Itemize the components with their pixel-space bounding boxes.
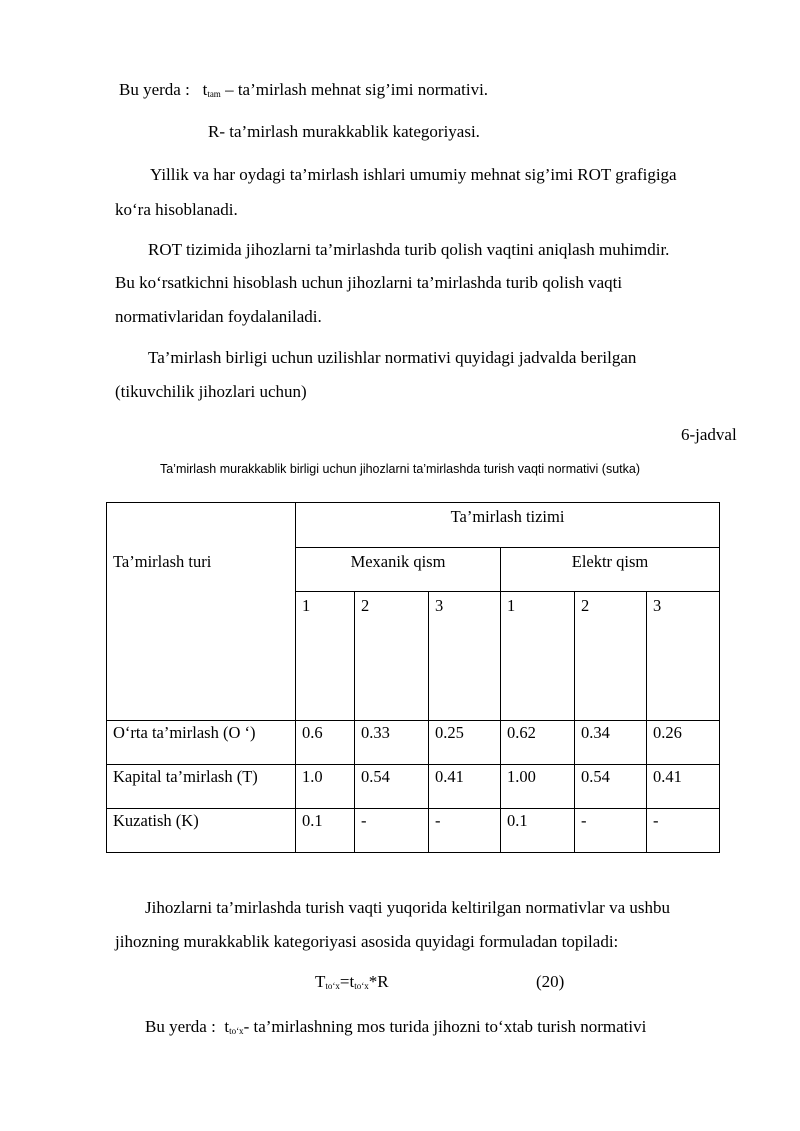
table-row [107, 765, 720, 809]
formula-equals: =t [339, 972, 355, 991]
paragraph-2-line-1: ROT tizimida jihozlarni ta’mirlashda turib qolish vaqtini aniqlash muhimdir. [148, 240, 670, 259]
var-t: t [224, 1017, 230, 1036]
table-cell: - [647, 809, 720, 853]
table-cell: - [355, 809, 429, 853]
table-cell: - [429, 809, 501, 853]
paragraph-4-line-1: Jihozlarni ta’mirlashda turish vaqti yuqorida keltirilgan normativlar va ushbu [145, 898, 670, 917]
table-cell: 1.00 [501, 765, 575, 809]
table-cell: 0.62 [501, 721, 575, 765]
header-mechanical: Mexanik qism [296, 548, 501, 592]
col-header: 1 [296, 592, 355, 721]
table-cell: 0.6 [296, 721, 355, 765]
col-header: 3 [647, 592, 720, 721]
col-header: 1 [501, 592, 575, 721]
header-repair-system: Ta’mirlash tizimi [296, 503, 720, 548]
table-cell: 1.0 [296, 765, 355, 809]
col-header: 2 [575, 592, 647, 721]
table-caption: Ta’mirlash murakkablik birligi uchun jihozlarni ta’mirlashda turish vaqti normativi (sutka) [159, 462, 641, 476]
row-label: O‘rta ta’mirlash (O ‘) [107, 721, 296, 765]
row-label: Kapital ta’mirlash (T) [107, 765, 296, 809]
formula-rest: *R [368, 972, 389, 991]
definition-text: – ta’mirlash mehnat sig’imi normativi. [225, 80, 489, 99]
table-cell: 0.41 [429, 765, 501, 809]
table-cell: 0.54 [355, 765, 429, 809]
table-row [107, 721, 720, 765]
label-bu-yerda: Bu yerda : [145, 1017, 216, 1036]
paragraph-1-line-2: ko‘ra hisoblanadi. [115, 200, 238, 219]
formula-subscript: to‘x [354, 981, 369, 991]
header-repair-type: Ta’mirlash turi [107, 503, 296, 721]
var-t-subscript: to‘x [229, 1026, 244, 1036]
row-label: Kuzatish (K) [107, 809, 296, 853]
label-bu-yerda: Bu yerda : [119, 80, 190, 99]
table-cell: - [575, 809, 647, 853]
paragraph-4-line-2: jihozning murakkablik kategoriyasi asosida quyidagi formuladan topiladi: [115, 932, 619, 951]
table-cell: 0.1 [501, 809, 575, 853]
definition-line-1 [119, 80, 488, 104]
definition-last [145, 1017, 646, 1041]
table-cell: 0.34 [575, 721, 647, 765]
table-cell: 0.1 [296, 809, 355, 853]
var-t: t [202, 80, 208, 99]
header-electrical: Elektr qism [501, 548, 720, 592]
paragraph-3-line-2: (tikuvchilik jihozlari uchun) [115, 382, 307, 401]
paragraph-3-line-1: Ta’mirlash birligi uchun uzilishlar normativi quyidagi jadvalda berilgan [148, 348, 637, 367]
col-header: 3 [429, 592, 501, 721]
paragraph-1-line-1: Yillik va har oydagi ta’mirlash ishlari umumiy mehnat sig’imi ROT grafigiga [150, 165, 677, 184]
formula [315, 972, 389, 996]
definition-text: - ta’mirlashning mos turida jihozni to‘xtab turish normativi [243, 1017, 647, 1036]
paragraph-2-line-2: Bu ko‘rsatkichni hisoblash uchun jihozlarni ta’mirlashda turib qolish vaqti [115, 273, 623, 292]
table-cell: 0.25 [429, 721, 501, 765]
table-cell: 0.33 [355, 721, 429, 765]
var-t-subscript: tam [207, 89, 221, 99]
formula-subscript: to‘x [325, 981, 340, 991]
definition-line-2: R- ta’mirlash murakkablik kategoriyasi. [208, 122, 480, 141]
table-cell: 0.54 [575, 765, 647, 809]
formula-T: T [315, 972, 326, 991]
table-cell: 0.41 [647, 765, 720, 809]
norms-table [106, 502, 720, 853]
table-cell: 0.26 [647, 721, 720, 765]
paragraph-2-line-3: normativlaridan foydalaniladi. [115, 307, 322, 326]
formula-number: (20) [536, 972, 565, 991]
col-header: 2 [355, 592, 429, 721]
table-row [107, 809, 720, 853]
table-number: 6-jadval [681, 425, 737, 444]
